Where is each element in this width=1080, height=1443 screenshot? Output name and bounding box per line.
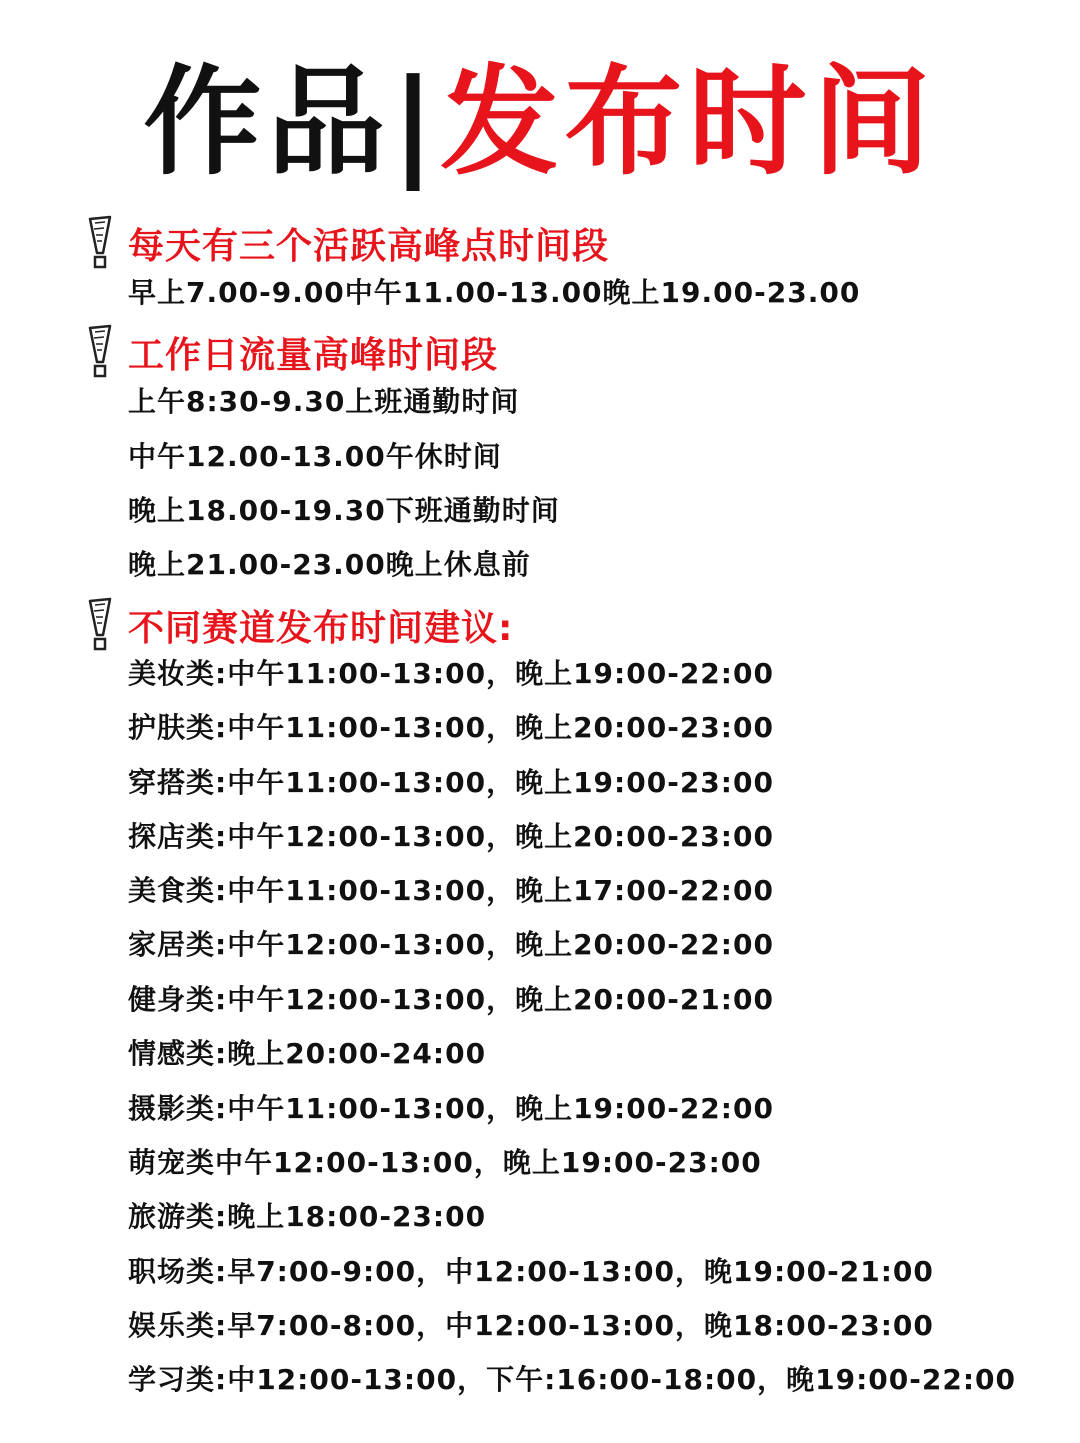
- page-title: [0, 52, 1080, 192]
- section-title: 不同赛道发布时间建议:: [128, 607, 514, 649]
- exclamation-icon: [86, 215, 114, 271]
- track-line-store-visit: 探店类:中午12:00-13:00，晚上20:00-23:00: [128, 820, 774, 853]
- track-line-study: 学习类:中12:00-13:00，下午:16:00-18:00，晚19:00-22:00: [128, 1363, 1017, 1396]
- section-2-line: 中午12.00-13.00午休时间: [128, 440, 502, 473]
- section-2-line: 晚上21.00-23.00晚上休息前: [128, 548, 531, 581]
- track-line-outfit: 穿搭类:中午11:00-13:00，晚上19:00-23:00: [128, 766, 774, 799]
- section-heading-2: [86, 327, 498, 377]
- exclamation-icon: [86, 597, 114, 653]
- section-1-line: 早上7.00-9.00中午11.00-13.00晚上19.00-23.00: [128, 276, 861, 309]
- section-2-line: 上午8:30-9.30上班通勤时间: [128, 385, 520, 418]
- track-line-entertainment: 娱乐类:早7:00-8:00，中12:00-13:00，晚18:00-23:00: [128, 1309, 934, 1342]
- section-title: 工作日流量高峰时间段: [128, 334, 499, 376]
- track-line-food: 美食类:中午11:00-13:00，晚上17:00-22:00: [128, 874, 774, 907]
- section-title: 每天有三个活跃高峰点时间段: [128, 225, 610, 267]
- section-heading-3: [86, 600, 513, 650]
- track-line-pets: 萌宠类中午12:00-13:00，晚上19:00-23:00: [128, 1146, 762, 1179]
- title-red-part: 发布时间: [440, 53, 937, 191]
- exclamation-icon: [86, 324, 114, 380]
- section-heading-1: [86, 218, 609, 268]
- title-separator: |: [391, 53, 441, 191]
- track-line-career: 职场类:早7:00-9:00，中12:00-13:00，晚19:00-21:00: [128, 1255, 934, 1288]
- track-line-home: 家居类:中午12:00-13:00，晚上20:00-22:00: [128, 928, 774, 961]
- track-line-photography: 摄影类:中午11:00-13:00，晚上19:00-22:00: [128, 1092, 774, 1125]
- section-2-line: 晚上18.00-19.30下班通勤时间: [128, 494, 560, 527]
- track-line-fitness: 健身类:中午12:00-13:00，晚上20:00-21:00: [128, 983, 774, 1016]
- track-line-skincare: 护肤类:中午11:00-13:00，晚上20:00-23:00: [128, 711, 774, 744]
- title-black-part: 作品: [143, 53, 392, 191]
- track-line-emotion: 情感类:晚上20:00-24:00: [128, 1037, 487, 1070]
- track-line-beauty: 美妆类:中午11:00-13:00，晚上19:00-22:00: [128, 657, 774, 690]
- track-line-travel: 旅游类:晚上18:00-23:00: [128, 1200, 487, 1233]
